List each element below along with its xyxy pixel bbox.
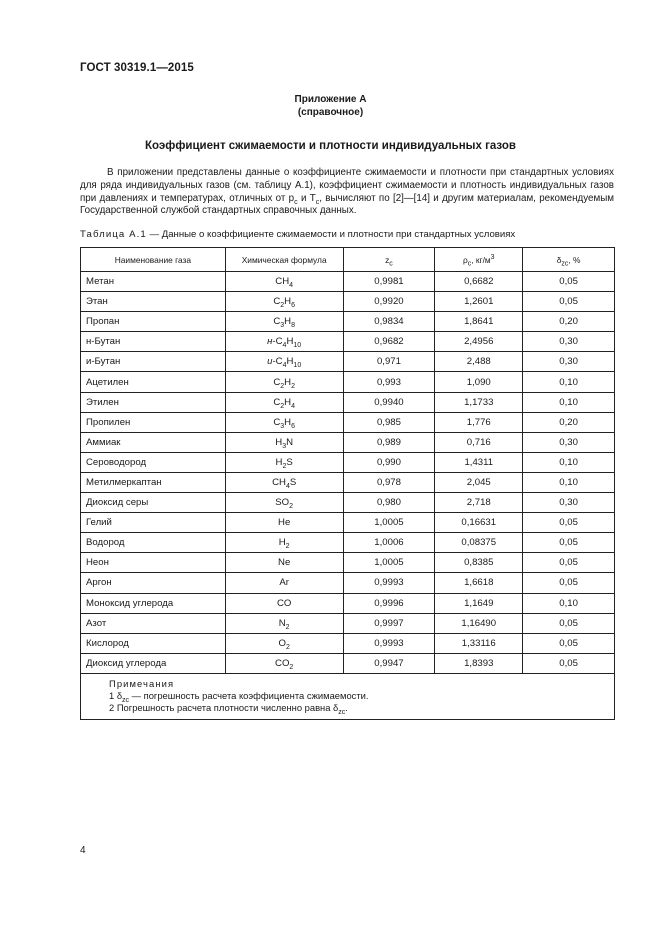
col-header-formula: Химическая формула (225, 248, 343, 272)
compressibility-cell: 0,989 (343, 432, 435, 452)
intro-paragraph (80, 167, 614, 218)
formula-symbol: CO (276, 597, 292, 609)
formula-symbol: H (284, 376, 292, 388)
uncertainty-cell: 0,30 (523, 493, 615, 513)
formula-symbol: CO (275, 657, 290, 669)
table-row (81, 312, 615, 332)
gas-name-cell: Ацетилен (81, 372, 226, 392)
gas-formula-cell (225, 613, 343, 633)
gas-formula-cell (225, 292, 343, 312)
gas-name-cell: Азот (81, 613, 226, 633)
density-cell: 1,8641 (435, 312, 523, 332)
uncertainty-cell: 0,05 (523, 533, 615, 553)
table-row (81, 392, 615, 412)
compressibility-cell: 0,9993 (343, 573, 435, 593)
notes-title: Примечания (109, 678, 175, 690)
gas-formula-cell (225, 653, 343, 673)
formula-subscript: 3 (280, 322, 285, 330)
formula-symbol: C (273, 316, 281, 328)
compressibility-cell: 0,9834 (343, 312, 435, 332)
compressibility-cell: 0,9940 (343, 392, 435, 412)
table-row (81, 352, 615, 372)
col-header-delta-unit: , % (568, 254, 581, 265)
table-row (81, 452, 615, 472)
gas-name-cell: Аргон (81, 573, 226, 593)
formula-subscript: 10 (293, 362, 302, 370)
intro-text-1: В приложении представлены данные о коэффициенте сжимаемости и плотности при стандартных условиях для ряда индивидуальных газов (см. таблицу А.1), коэффициент сжимаемости и плотность индивидуальных газов при давлениях и температурах, отличных от р (80, 167, 614, 204)
uncertainty-cell: 0,05 (523, 553, 615, 573)
density-cell: 2,045 (435, 472, 523, 492)
table-caption-label: Таблица А.1 (80, 229, 147, 240)
density-cell: 2,4956 (435, 332, 523, 352)
gas-formula-cell (225, 392, 343, 412)
gas-name-cell: Моноксид углерода (81, 593, 226, 613)
gas-name-cell: Гелий (81, 513, 226, 533)
uncertainty-cell: 0,05 (523, 292, 615, 312)
formula-symbol: -C (272, 336, 283, 348)
uncertainty-cell: 0,10 (523, 593, 615, 613)
formula-subscript: 6 (291, 302, 295, 310)
gas-formula-cell (225, 553, 343, 573)
density-cell: 1,090 (435, 372, 523, 392)
gas-formula-cell (225, 593, 343, 613)
formula-prefix: и (267, 356, 273, 368)
gas-name-cell: н-Бутан (81, 332, 226, 352)
section-title: Коэффициент сжимаемости и плотности индивидуальных газов (145, 140, 516, 152)
gas-name-cell: Диоксид серы (81, 493, 226, 513)
gas-formula-cell (225, 513, 343, 533)
intro-sub-2: c (315, 198, 320, 206)
annex-heading (0, 93, 661, 119)
compressibility-cell: 0,9993 (343, 633, 435, 653)
note-1-sub: zc (122, 696, 130, 704)
note-2-pre: 2 Погрешность расчета плотности численно равна δ (109, 701, 339, 713)
note-2 (109, 702, 614, 714)
gas-name-cell: Пропилен (81, 412, 226, 432)
compressibility-cell: 0,9997 (343, 613, 435, 633)
col-header-rho-unit: , кг/м (471, 254, 491, 265)
uncertainty-cell: 0,05 (523, 573, 615, 593)
table-row (81, 573, 615, 593)
gas-formula-cell (225, 633, 343, 653)
intro-sub-1: c (294, 198, 298, 206)
formula-symbol: C (273, 416, 281, 428)
gas-properties-table (80, 247, 615, 720)
table-caption (80, 229, 515, 240)
col-header-rho-symbol: ρ (462, 254, 468, 265)
table-row (81, 533, 615, 553)
formula-symbol: H (278, 537, 286, 549)
density-cell: 0,8385 (435, 553, 523, 573)
gas-name-cell: Этилен (81, 392, 226, 412)
gas-name-cell: Кислород (81, 633, 226, 653)
table-row (81, 332, 615, 352)
formula-symbol: H (284, 416, 292, 428)
formula-symbol: H (275, 436, 283, 448)
note-1-pre: 1 δ (109, 689, 123, 701)
col-header-rho-sup: 3 (490, 253, 495, 261)
formula-symbol: N (286, 436, 294, 448)
formula-subscript: 2 (291, 382, 295, 390)
gas-formula-cell (225, 372, 343, 392)
formula-symbol: H (286, 356, 294, 368)
formula-symbol: CH (275, 276, 290, 288)
col-header-delta (523, 248, 615, 272)
formula-subscript: 3 (282, 442, 287, 450)
uncertainty-cell: 0,05 (523, 513, 615, 533)
col-header-z (343, 248, 435, 272)
note-1 (109, 690, 614, 702)
formula-symbol: H (284, 316, 292, 328)
compressibility-cell: 0,971 (343, 352, 435, 372)
uncertainty-cell: 0,30 (523, 332, 615, 352)
uncertainty-cell: 0,10 (523, 372, 615, 392)
compressibility-cell: 0,9996 (343, 593, 435, 613)
formula-symbol: H (284, 396, 292, 408)
formula-symbol: C (273, 296, 281, 308)
col-header-delta-symbol: δ (556, 254, 562, 265)
annex-type: (справочное) (297, 107, 364, 118)
density-cell: 1,16490 (435, 613, 523, 633)
gas-name-cell: Неон (81, 553, 226, 573)
compressibility-cell: 1,0005 (343, 513, 435, 533)
col-header-delta-sub: zc (561, 260, 569, 268)
compressibility-cell: 0,9920 (343, 292, 435, 312)
table-body (81, 272, 615, 674)
gas-formula-cell (225, 412, 343, 432)
formula-symbol: Ar (279, 577, 289, 589)
uncertainty-cell: 0,10 (523, 392, 615, 412)
formula-subscript: 4 (282, 342, 287, 350)
gas-formula-cell (225, 312, 343, 332)
intro-text-2: и Т (297, 192, 316, 204)
table-row (81, 653, 615, 673)
gas-formula-cell (225, 272, 343, 292)
gas-name-cell: Пропан (81, 312, 226, 332)
compressibility-cell: 0,9947 (343, 653, 435, 673)
formula-symbol: Ne (278, 557, 291, 569)
density-cell: 2,718 (435, 493, 523, 513)
compressibility-cell: 0,993 (343, 372, 435, 392)
annex-label: Приложение А (294, 94, 367, 105)
table-row (81, 412, 615, 432)
gas-name-cell: Этан (81, 292, 226, 312)
formula-symbol: H (286, 336, 294, 348)
density-cell: 1,4311 (435, 452, 523, 472)
formula-symbol: C (273, 376, 281, 388)
col-header-rho-sub: c (467, 260, 472, 268)
uncertainty-cell: 0,05 (523, 653, 615, 673)
formula-symbol: H (275, 456, 283, 468)
table-header-row (81, 248, 615, 272)
uncertainty-cell: 0,20 (523, 312, 615, 332)
formula-subscript: 2 (282, 462, 287, 470)
compressibility-cell: 0,980 (343, 493, 435, 513)
formula-symbol: H (284, 296, 292, 308)
table-caption-text: — Данные о коэффициенте сжимаемости и плотности при стандартных условиях (146, 229, 516, 240)
gas-name-cell: Диоксид углерода (81, 653, 226, 673)
formula-subscript: 2 (285, 543, 290, 551)
formula-subscript: 2 (289, 663, 294, 671)
uncertainty-cell: 0,10 (523, 472, 615, 492)
gas-formula-cell (225, 452, 343, 472)
table-notes (81, 673, 615, 719)
formula-subscript: 2 (289, 502, 294, 510)
uncertainty-cell: 0,10 (523, 452, 615, 472)
density-cell: 0,6682 (435, 272, 523, 292)
formula-prefix: н (267, 336, 273, 348)
gas-name-cell: Метилмеркаптан (81, 472, 226, 492)
formula-subscript: 2 (280, 402, 285, 410)
formula-subscript: 4 (289, 281, 294, 289)
formula-symbol: C (273, 396, 281, 408)
compressibility-cell: 0,9981 (343, 272, 435, 292)
gas-name-cell: Метан (81, 272, 226, 292)
gas-formula-cell (225, 332, 343, 352)
compressibility-cell: 1,0005 (343, 553, 435, 573)
table-row (81, 272, 615, 292)
formula-subscript: 2 (285, 643, 290, 651)
gas-name-cell: Аммиак (81, 432, 226, 452)
col-header-z-sub: c (389, 260, 393, 268)
density-cell: 1,8393 (435, 653, 523, 673)
formula-symbol: CH (272, 476, 286, 488)
gas-formula-cell (225, 573, 343, 593)
formula-subscript: 2 (280, 382, 285, 390)
compressibility-cell: 0,9682 (343, 332, 435, 352)
table-row (81, 513, 615, 533)
density-cell: 0,716 (435, 432, 523, 452)
density-cell: 0,08375 (435, 533, 523, 553)
density-cell: 1,1649 (435, 593, 523, 613)
compressibility-cell: 0,985 (343, 412, 435, 432)
gas-formula-cell (225, 493, 343, 513)
note-2-sub: zc (338, 708, 346, 716)
density-cell: 1,2601 (435, 292, 523, 312)
gas-formula-cell (225, 533, 343, 553)
formula-symbol: S (286, 456, 293, 468)
table-row (81, 292, 615, 312)
table-row (81, 593, 615, 613)
formula-symbol: N (278, 617, 286, 629)
gas-formula-cell (225, 472, 343, 492)
formula-subscript: 10 (293, 342, 302, 350)
document-id: ГОСТ 30319.1—2015 (80, 62, 194, 74)
uncertainty-cell: 0,20 (523, 412, 615, 432)
formula-subscript: 8 (291, 322, 295, 330)
gas-name-cell: Сероводород (81, 452, 226, 472)
density-cell: 1,1733 (435, 392, 523, 412)
formula-subscript: 2 (285, 623, 290, 631)
formula-symbol: SO (275, 497, 290, 509)
page-number: 4 (80, 845, 86, 856)
col-header-name: Наименование газа (81, 248, 226, 272)
gas-formula-cell (225, 352, 343, 372)
compressibility-cell: 0,978 (343, 472, 435, 492)
formula-symbol: O (278, 637, 286, 649)
note-2-post: . (345, 701, 348, 713)
uncertainty-cell: 0,05 (523, 613, 615, 633)
col-header-rho (435, 248, 523, 272)
formula-subscript: 6 (291, 422, 295, 430)
intro-text-3: , вычисляют по [2]—[14] и другим материалам, рекомендуемым Государственной службой стандартных справочных данных. (80, 192, 615, 217)
density-cell: 0,16631 (435, 513, 523, 533)
formula-subscript: 4 (291, 402, 295, 410)
gas-name-cell: и-Бутан (81, 352, 226, 372)
uncertainty-cell: 0,05 (523, 272, 615, 292)
table-row (81, 553, 615, 573)
table-row (81, 372, 615, 392)
formula-subscript: 3 (280, 422, 285, 430)
table-row (81, 472, 615, 492)
density-cell: 1,6618 (435, 573, 523, 593)
uncertainty-cell: 0,05 (523, 633, 615, 653)
uncertainty-cell: 0,30 (523, 352, 615, 372)
formula-subscript: 4 (282, 362, 287, 370)
density-cell: 2,488 (435, 352, 523, 372)
compressibility-cell: 0,990 (343, 452, 435, 472)
formula-subscript: 4 (285, 482, 290, 490)
gas-name-cell: Водород (81, 533, 226, 553)
uncertainty-cell: 0,30 (523, 432, 615, 452)
formula-symbol: -C (272, 356, 283, 368)
table-row (81, 613, 615, 633)
table-row (81, 633, 615, 653)
table-row (81, 432, 615, 452)
gas-formula-cell (225, 432, 343, 452)
col-header-z-symbol: z (385, 254, 390, 265)
formula-symbol: He (278, 517, 291, 529)
density-cell: 1,776 (435, 412, 523, 432)
density-cell: 1,33116 (435, 633, 523, 653)
note-1-post: — погрешность расчета коэффициента сжимаемости. (129, 689, 369, 701)
table-row (81, 493, 615, 513)
compressibility-cell: 1,0006 (343, 533, 435, 553)
formula-symbol: S (289, 476, 297, 488)
notes-row (81, 673, 615, 719)
formula-subscript: 2 (280, 302, 285, 310)
